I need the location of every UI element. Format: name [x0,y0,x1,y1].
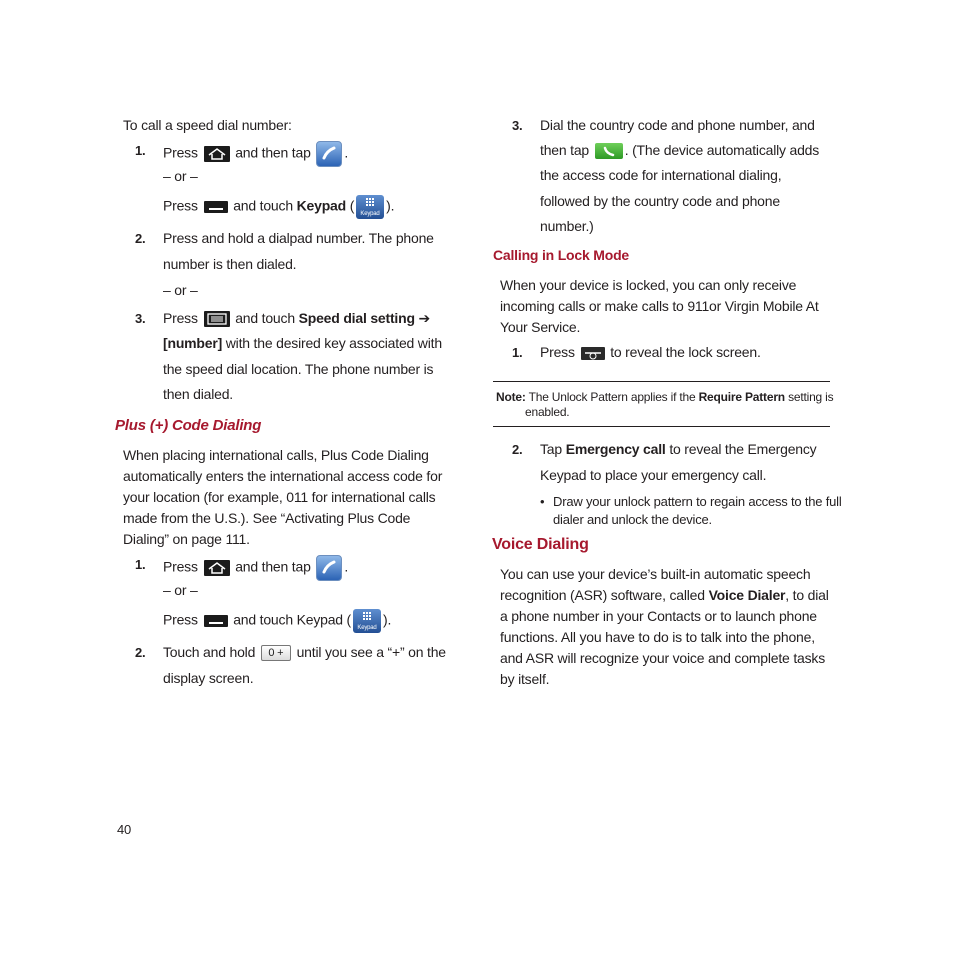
step-line: Press and hold a dialpad number. The phone [163,230,434,246]
text: ). [386,197,395,214]
paragraph-line: You can use your device’s built-in automatic speech [500,566,811,582]
step-line [163,643,446,661]
step-number: 3. [512,118,523,133]
step-line: Dial the country code and phone number, and [540,117,815,133]
text: The Unlock Pattern applies if the [528,390,696,404]
text: and then tap [235,144,311,161]
or-separator: – or – [163,282,198,298]
paragraph-line [500,586,829,604]
back-key-icon [204,615,228,627]
or-separator: – or – [163,582,198,598]
step-line: the access code for international dialing, [540,167,782,183]
note-top-rule [493,381,830,382]
page-number: 40 [117,822,132,837]
step-line [163,195,394,219]
voice-dialer-label: Voice Dialer [708,587,786,603]
bullet-mark: • [540,494,545,509]
keypad-icon [356,195,384,219]
text: ). [383,611,392,628]
svg-text:Keypad: Keypad [357,625,377,631]
note-line: enabled. [525,405,570,419]
step-number: 1. [512,345,523,360]
bullet-line: dialer and unlock the device. [553,512,712,527]
step-line [163,555,348,581]
step-line: display screen. [163,670,254,686]
keypad-icon [353,609,381,633]
paragraph-line: by itself. [500,671,550,687]
paragraph-line: and ASR will recognize your voice and complete tasks [500,650,825,666]
or-separator: – or – [163,168,198,184]
step-number: 1. [135,143,146,158]
paragraph-line: When your device is locked, you can only receive [500,277,797,293]
text: . [344,558,349,575]
text: and touch [233,197,293,214]
bullet-line: Draw your unlock pattern to regain access to the full [553,494,842,509]
paragraph-line: When placing international calls, Plus Code Dialing [123,447,429,463]
text: Press [163,611,198,628]
note-label: Note: [496,390,526,404]
step-line [163,334,442,352]
text: . [344,144,349,161]
zero-plus-key-icon: 0 + [261,645,291,661]
keypad-label: Keypad [296,197,346,214]
text: Press [163,558,198,575]
text: Press [163,144,198,161]
step-line: then dialed. [163,386,233,402]
step-line [540,141,819,159]
note-bottom-rule [493,426,830,427]
step-line [163,141,348,167]
step-line [540,343,761,361]
paragraph-line: made from the U.S.). See “Activating Plus Code [123,510,411,526]
text: Touch and hold [163,644,256,660]
home-key-icon [204,146,230,162]
section-heading-plus-code: Plus (+) Code Dialing [115,417,262,434]
text: and touch Keypad ( [233,611,352,628]
section-heading-voice-dialing: Voice Dialing [492,536,589,553]
speed-dial-label: Speed dial setting ➔ [298,310,431,326]
paragraph-line: a phone number in your Contacts or to launch phone [500,608,817,624]
text: then tap [540,142,589,158]
text: to reveal the lock screen. [610,344,761,360]
paragraph-line: your location (for example, 011 for international calls [123,489,436,505]
home-key-icon [204,560,230,576]
phone-app-icon [316,555,342,581]
paragraph-line: Dialing” on page 111. [123,531,250,547]
lock-key-icon [581,347,605,360]
text: until you see a “+” on the [296,644,446,660]
text: with the desired key associated with [225,335,442,351]
step-line: number is then dialed. [163,256,297,272]
step-line [163,309,430,327]
intro-text: To call a speed dial number: [123,117,292,133]
text: , to dial [785,587,829,603]
step-number: 2. [512,442,523,457]
phone-app-icon [316,141,342,167]
svg-text:Keypad: Keypad [360,211,380,217]
text: ( [349,197,355,214]
text: and touch [235,310,295,326]
step-line [540,440,816,458]
section-heading-lock-mode: Calling in Lock Mode [493,247,630,263]
require-pattern-label: Require Pattern [698,390,785,404]
number-label: [number] [163,335,223,351]
paragraph-line: functions. All you have to do is to talk into the phone, [500,629,815,645]
step-number: 3. [135,311,146,326]
text: Press [540,344,575,360]
text: Press [163,310,198,326]
text: and then tap [235,558,311,575]
step-line: Keypad to place your emergency call. [540,467,767,483]
text: . (The device automatically adds [624,142,820,158]
paragraph-line: automatically enters the international access code for [123,468,443,484]
step-line: followed by the country code and phone [540,193,780,209]
text: to reveal the Emergency [669,441,817,457]
step-line [163,609,391,633]
text: Press [163,197,198,214]
emergency-call-label: Emergency call [565,441,666,457]
menu-key-icon [204,311,230,327]
back-key-icon [204,201,228,213]
step-number: 2. [135,645,146,660]
paragraph-line: Your Service. [500,319,581,335]
step-line: the speed dial location. The phone number is [163,361,434,377]
text: setting is [788,390,834,404]
step-number: 2. [135,231,146,246]
step-number: 1. [135,557,146,572]
green-call-icon [595,143,623,159]
paragraph-line: incoming calls or make calls to 911or Virgin Mobile At [500,298,819,314]
text: recognition (ASR) software, called [500,587,705,603]
step-line: number.) [540,218,594,234]
text: Tap [540,441,562,457]
